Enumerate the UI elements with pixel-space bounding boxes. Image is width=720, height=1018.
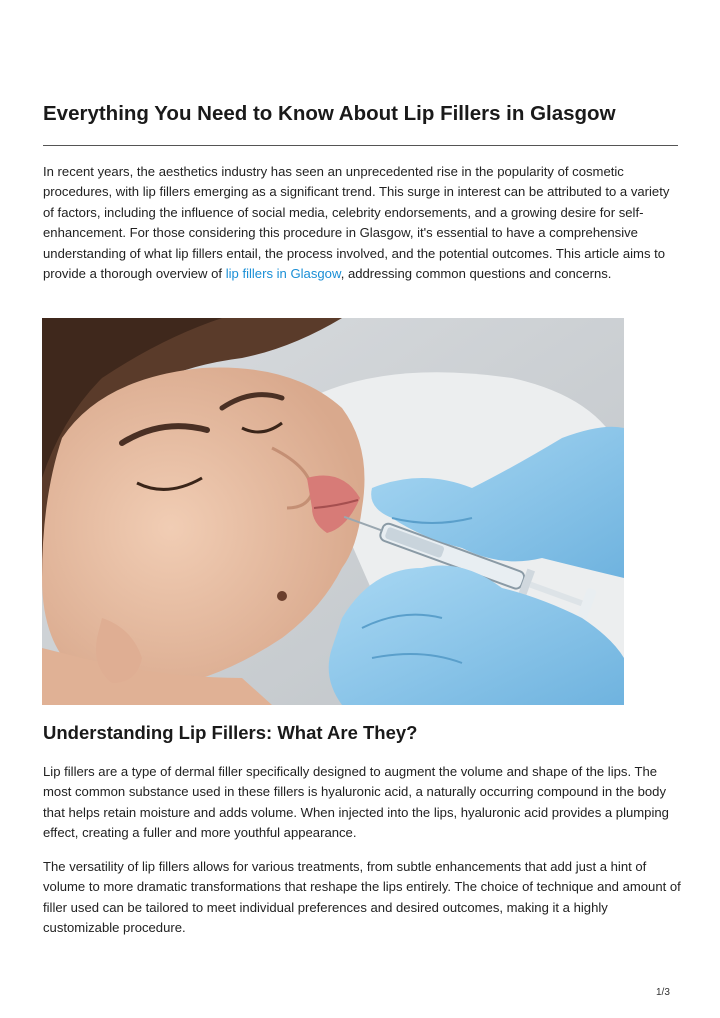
section-paragraph: Lip fillers are a type of dermal filler specifically designed to augment the volume and shape of the lips. The most common substance used in these fillers is hyaluronic acid, a naturally occurring compound in the body that helps retain moisture and adds volume. When injected into the lips, hyaluronic acid provides a plumping effect, creating a fuller and more youthful appearance.: [43, 764, 669, 841]
intro-text-start: In recent years, the aesthetics industry has seen an unprecedented rise in the popularity of cosmetic procedures, with lip fillers emerging as a significant trend. This surge in interest can be attributed to a variety of factors, including the influence of social media, celebrity endorsements, and a growing desire for self-enhancement. For those considering this procedure in Glasgow, it's essential to have a comprehensive understanding of what lip fillers entail, the process involved, and the potential outcomes. This article aims to provide a thorough overview of: [43, 164, 670, 282]
section-heading: Understanding Lip Fillers: What Are They?: [43, 722, 418, 743]
intro-paragraph: [43, 162, 683, 284]
section-paragraph: The versatility of lip fillers allows for various treatments, from subtle enhancements that add just a hint of volume to more dramatic transformations that reshape the lips entirely. The choice of technique and amount of filler used can be tailored to meet individual preferences and desired outcomes, making it a highly customizable procedure.: [43, 859, 681, 936]
lip-fillers-glasgow-link[interactable]: lip fillers in Glasgow: [225, 266, 341, 282]
page-number: 1/3: [656, 987, 670, 998]
lip-filler-injection-photo: [42, 318, 624, 705]
article-title: Everything You Need to Know About Lip Fillers in Glasgow: [43, 102, 616, 125]
title-divider: [43, 145, 678, 146]
intro-text-end: , addressing common questions and concerns.: [340, 266, 612, 282]
